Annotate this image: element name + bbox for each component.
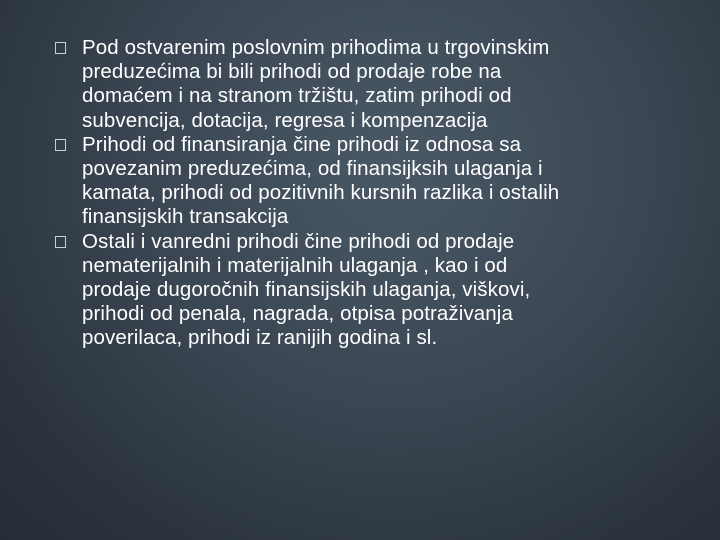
bullet-line: domaćem i na stranom tržištu, zatim prihodi od [82, 84, 512, 108]
bullet-square-icon [55, 42, 66, 54]
bullet-line: poverilaca, prihodi iz ranijih godina i sl. [82, 326, 438, 350]
bullet-line: finansijskih transakcija [82, 205, 289, 229]
bullet-item-other-revenue [55, 230, 695, 351]
bullet-line: Ostali i vanredni prihodi čine prihodi od prodaje [82, 229, 515, 253]
bullet-line: Prihodi od finansiranja čine prihodi iz odnosa sa [82, 132, 522, 156]
bullet-line: prihodi od penala, nagrada, otpisa potraživanja [82, 302, 513, 326]
bullet-list [55, 36, 695, 351]
bullet-line: Pod ostvarenim poslovnim prihodima u trgovinskim [82, 36, 550, 59]
bullet-line: subvencija, dotacija, regresa i kompenzacija [82, 108, 488, 132]
bullet-line: nematerijalnih i materijalnih ulaganja , kao i od [82, 253, 508, 277]
bullet-item-financing-revenue [55, 133, 695, 230]
bullet-text [82, 36, 695, 133]
bullet-text [82, 230, 695, 351]
bullet-square-icon [55, 139, 66, 151]
bullet-square-icon [55, 236, 66, 248]
bullet-line: preduzećima bi bili prihodi od prodaje robe na [82, 60, 502, 84]
bullet-text [82, 133, 695, 230]
bullet-item-operating-revenue [55, 36, 695, 133]
bullet-line: prodaje dugoročnih finansijskih ulaganja, viškovi, [82, 278, 531, 302]
bullet-line: povezanim preduzećima, od finansijksih ulaganja i [82, 157, 543, 181]
bullet-line: kamata, prihodi od pozitivnih kursnih razlika i ostalih [82, 181, 560, 205]
